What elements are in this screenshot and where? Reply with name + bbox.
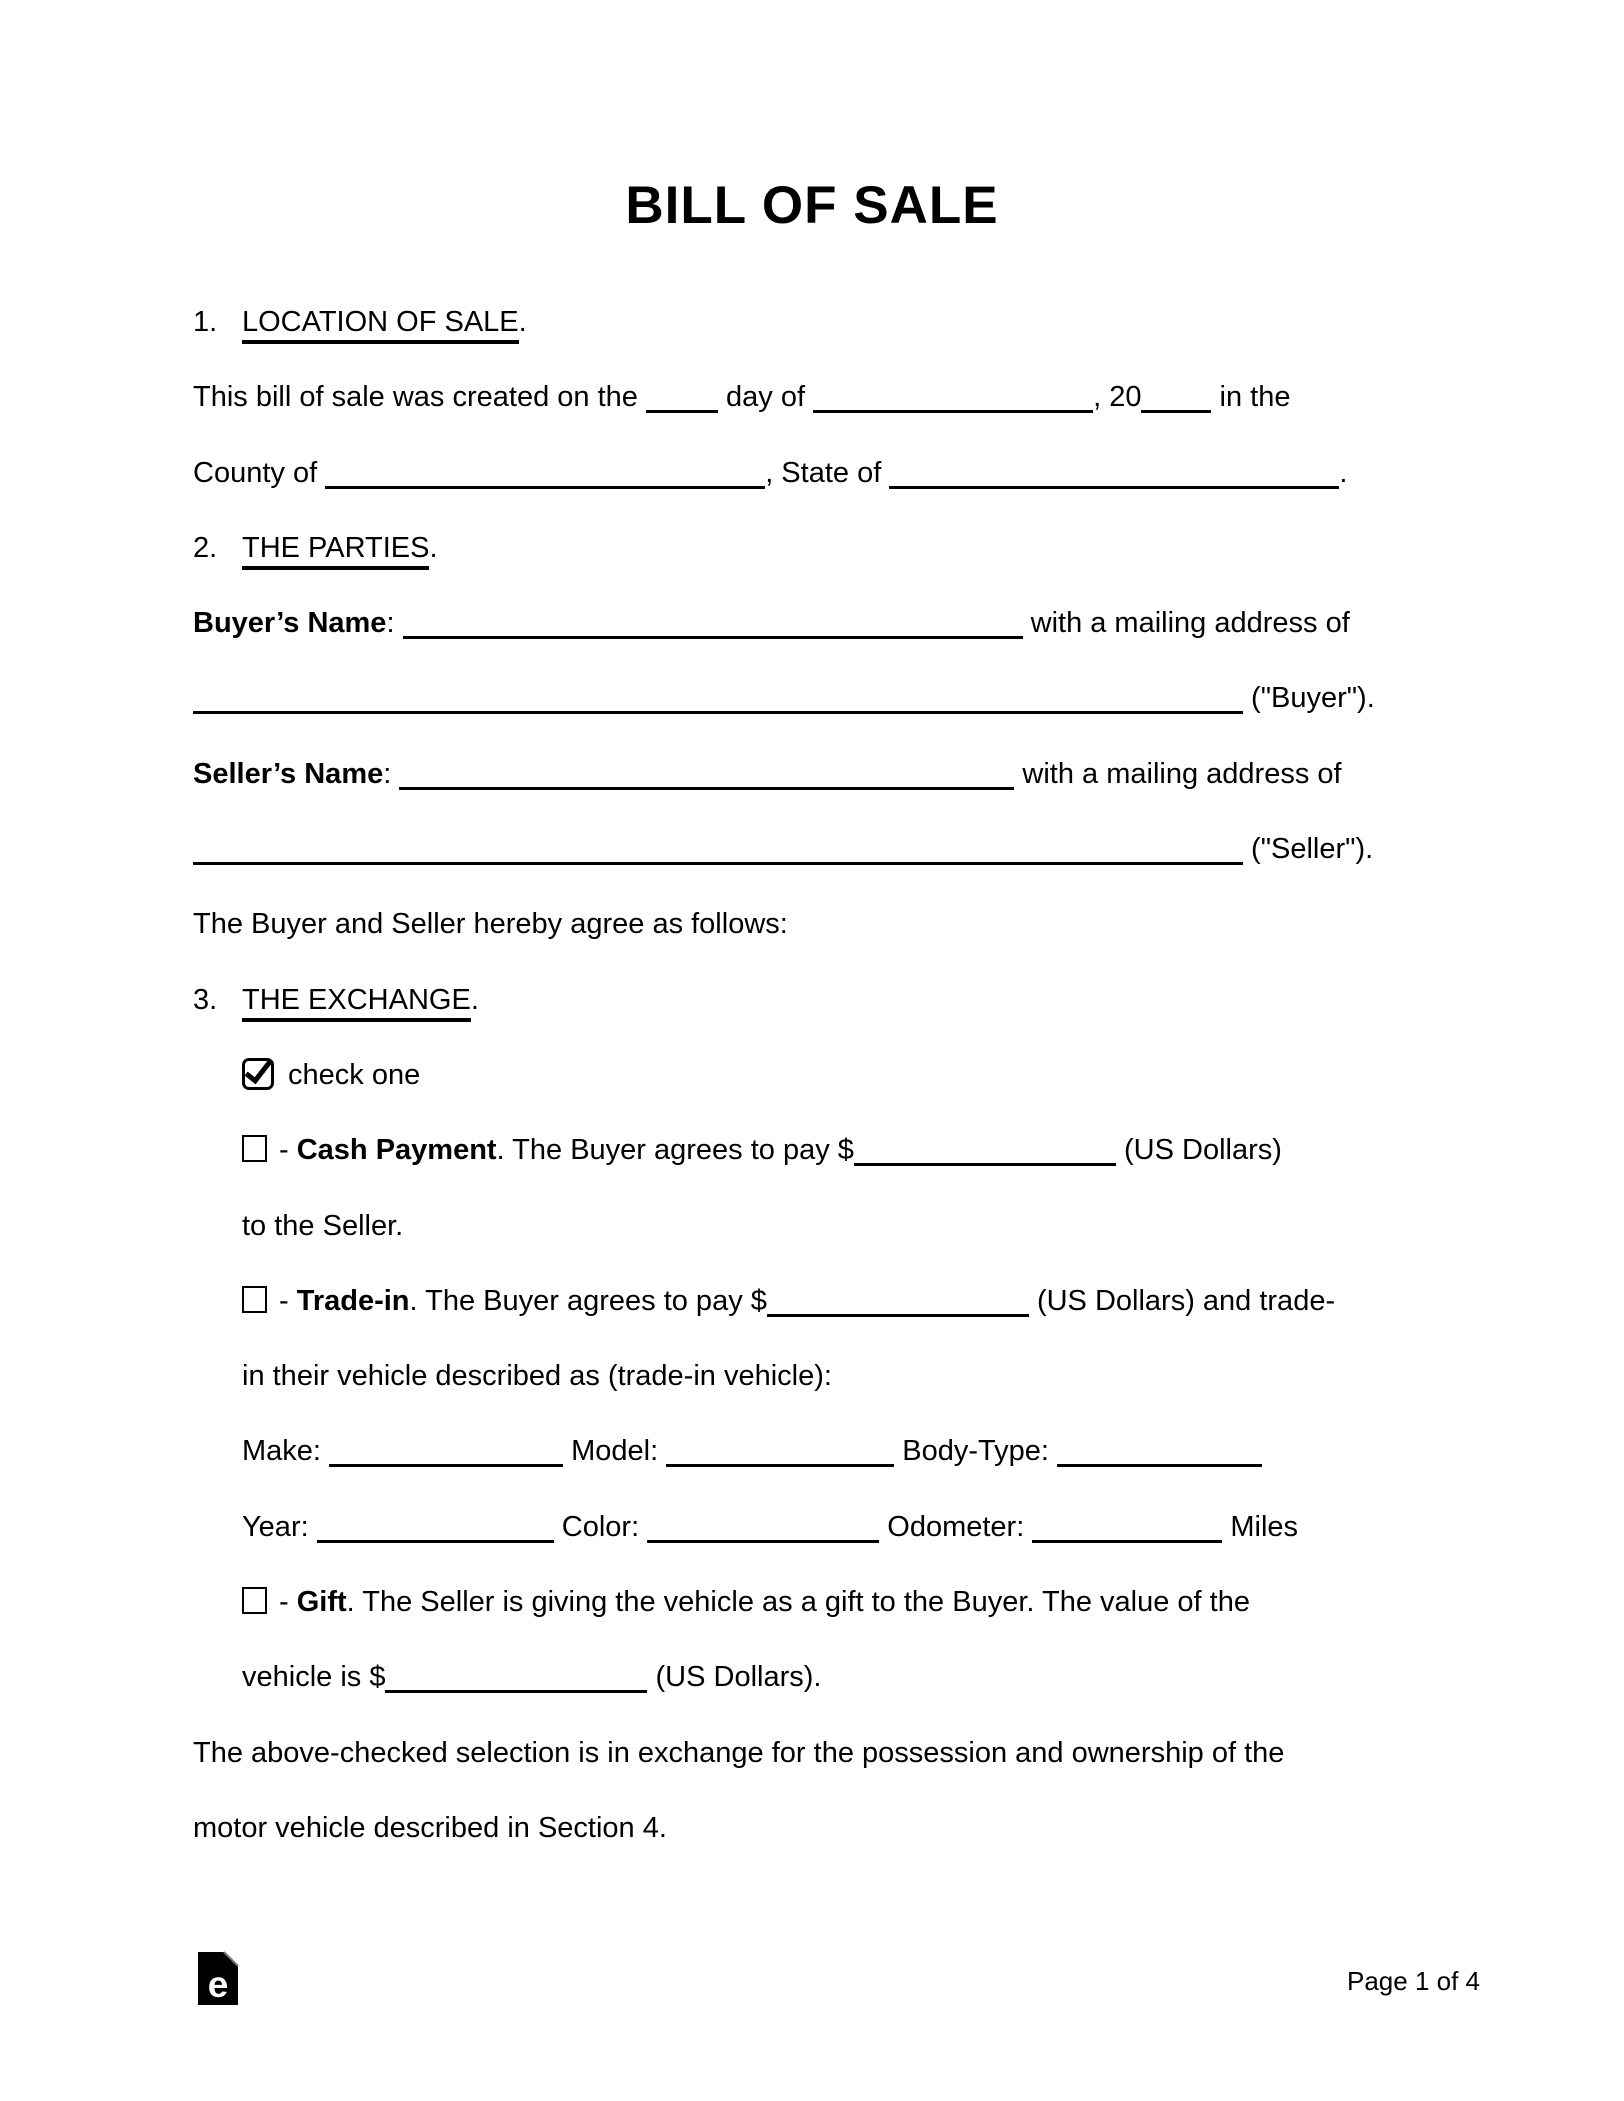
- text-run: .: [429, 531, 438, 564]
- color-field[interactable]: [647, 1536, 879, 1543]
- section-number: 1.: [193, 306, 218, 338]
- body-type-field[interactable]: [1057, 1460, 1262, 1467]
- county-field[interactable]: [325, 482, 765, 489]
- year-field[interactable]: [317, 1536, 554, 1543]
- text-run-bold: Gift: [296, 1586, 347, 1619]
- text-run: :: [386, 607, 403, 640]
- eforms-logo-icon: [198, 1952, 238, 2005]
- seller-name-field[interactable]: [399, 783, 1014, 790]
- text-run: vehicle is $: [242, 1661, 386, 1694]
- text-run: . The Buyer agrees to pay $: [496, 1134, 854, 1167]
- text-run: Odometer:: [879, 1510, 1033, 1543]
- cash-amount-field[interactable]: [854, 1159, 1116, 1166]
- logo-letter: e: [207, 1964, 229, 2005]
- text-run: . The Buyer agrees to pay $: [409, 1284, 767, 1317]
- text-run: County of: [193, 456, 326, 489]
- text-run: Color:: [553, 1510, 648, 1543]
- text-run-bold: Cash Payment: [296, 1134, 497, 1167]
- para-gift-cont: [193, 1640, 1473, 1715]
- model-field[interactable]: [666, 1460, 894, 1467]
- para-seller-address: [193, 812, 1473, 887]
- para-vehicle-row-2: [193, 1490, 1473, 1565]
- text-run: . The Seller is giving the vehicle as a gift to the Buyer. The value of the: [346, 1586, 1250, 1619]
- check-one-checkbox[interactable]: [242, 1058, 274, 1090]
- para-closing: [193, 1716, 1473, 1791]
- text-run-bold: Seller’s Name: [193, 757, 384, 790]
- para-sale-date: [193, 360, 1473, 435]
- text-run: -: [279, 1284, 297, 1317]
- para-seller-name: [193, 737, 1473, 812]
- document-body: [193, 285, 1473, 1866]
- cash-payment-checkbox[interactable]: [242, 1135, 267, 1162]
- trade-in-amount-field[interactable]: [767, 1310, 1029, 1317]
- text-run: (US Dollars).: [647, 1661, 822, 1694]
- text-run: (US Dollars): [1115, 1134, 1282, 1167]
- text-run: day of: [717, 381, 814, 414]
- para-cash-payment: [193, 1113, 1473, 1188]
- state-field[interactable]: [889, 482, 1339, 489]
- text-run: , 20: [1093, 381, 1142, 414]
- text-run: .: [1339, 456, 1348, 489]
- section-number: 2.: [193, 531, 218, 564]
- para-agreement-intro: [193, 887, 1473, 962]
- para-closing-cont: [193, 1791, 1473, 1866]
- text-run: Model:: [563, 1435, 667, 1468]
- text-run: Make:: [242, 1435, 330, 1468]
- text-run: The Buyer and Seller hereby agree as follows:: [193, 908, 788, 941]
- buyer-name-field[interactable]: [403, 632, 1023, 639]
- text-run: in the: [1211, 381, 1291, 414]
- para-vehicle-row-1: [193, 1414, 1473, 1489]
- text-run-bold: Buyer’s Name: [193, 607, 387, 640]
- text-run: check one: [288, 1058, 421, 1091]
- para-cash-payment-cont: [193, 1189, 1473, 1264]
- text-run: ("Seller").: [1243, 833, 1374, 866]
- gift-value-field[interactable]: [385, 1686, 647, 1693]
- para-buyer-name: [193, 586, 1473, 661]
- heading-the-exchange: [193, 963, 1473, 1038]
- para-trade-in: [193, 1264, 1473, 1339]
- text-run: to the Seller.: [242, 1209, 404, 1242]
- text-run: Miles: [1222, 1510, 1299, 1543]
- sale-month-field[interactable]: [813, 406, 1093, 413]
- make-field[interactable]: [329, 1460, 563, 1467]
- para-buyer-address: [193, 661, 1473, 736]
- para-gift: [193, 1565, 1473, 1640]
- para-check-one: [193, 1038, 1473, 1113]
- text-run: The above-checked selection is in exchange for the possession and ownership of the: [193, 1736, 1285, 1769]
- buyer-address-field[interactable]: [193, 707, 1243, 714]
- text-run: motor vehicle described in Section 4.: [193, 1811, 667, 1844]
- section-heading: THE EXCHANGE: [242, 984, 471, 1022]
- text-run: .: [470, 983, 479, 1016]
- text-run-bold: Trade-in: [296, 1284, 410, 1317]
- sale-day-field[interactable]: [646, 406, 718, 413]
- text-run: with a mailing address of: [1022, 607, 1350, 640]
- text-run: -: [279, 1134, 297, 1167]
- document-title: BILL OF SALE: [625, 176, 999, 235]
- text-run: in their vehicle described as (trade-in vehicle):: [242, 1360, 832, 1393]
- text-run: This bill of sale was created on the: [193, 381, 646, 414]
- heading-the-parties: [193, 511, 1473, 586]
- text-run: .: [518, 306, 527, 338]
- section-number: 3.: [193, 983, 218, 1016]
- gift-checkbox[interactable]: [242, 1587, 267, 1614]
- odometer-field[interactable]: [1032, 1536, 1222, 1543]
- text-run: ("Buyer").: [1243, 682, 1375, 715]
- text-run: Year:: [242, 1510, 317, 1543]
- para-trade-in-cont: [193, 1339, 1473, 1414]
- sale-year-field[interactable]: [1141, 406, 1211, 413]
- text-run: :: [383, 757, 400, 790]
- para-sale-place: [193, 436, 1473, 511]
- text-run: Body-Type:: [894, 1435, 1058, 1468]
- seller-address-field[interactable]: [193, 858, 1243, 865]
- text-run: , State of: [765, 456, 890, 489]
- section-heading: THE PARTIES: [242, 532, 429, 570]
- trade-in-checkbox[interactable]: [242, 1286, 267, 1313]
- heading-location-of-sale: [193, 285, 1473, 360]
- text-run: (US Dollars) and trade-: [1028, 1284, 1336, 1317]
- page-number: Page 1 of 4: [1347, 1966, 1480, 1996]
- text-run: -: [279, 1586, 297, 1619]
- text-run: with a mailing address of: [1014, 757, 1342, 790]
- section-heading: LOCATION OF SALE: [242, 306, 519, 344]
